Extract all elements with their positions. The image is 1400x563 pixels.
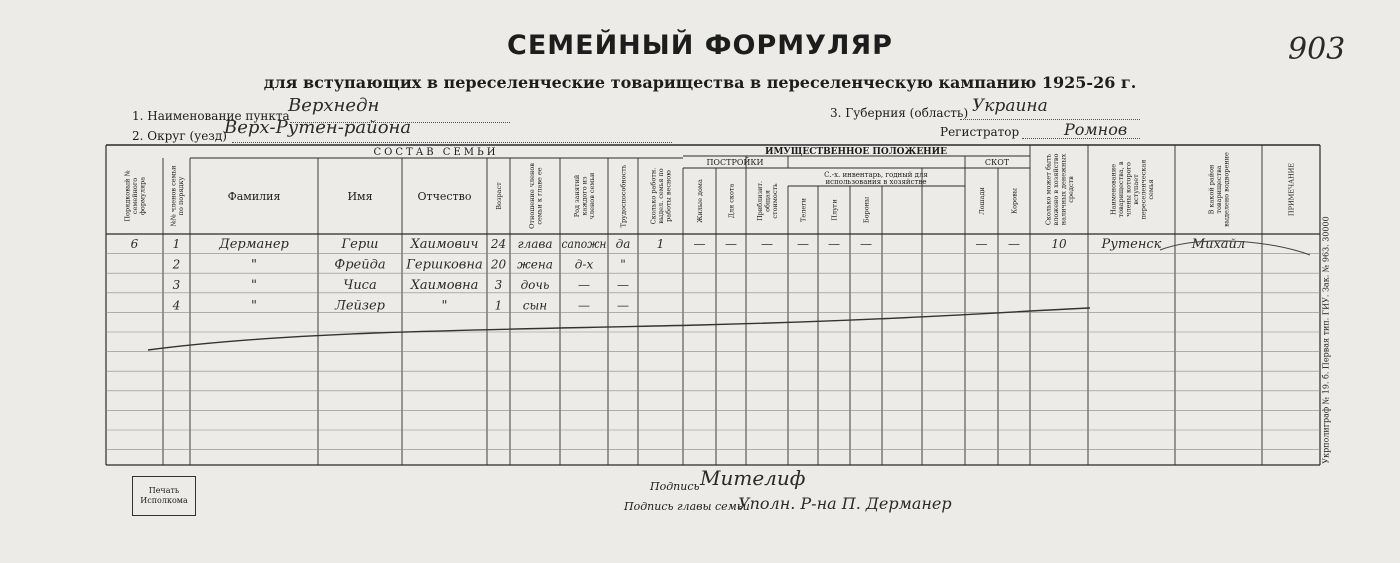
svg-text:Для скота: Для скота: [727, 183, 736, 219]
svg-text:членов семьи: членов семьи: [588, 172, 596, 220]
cell-occupation: сапожн: [561, 237, 607, 251]
header-region: [1208, 152, 1231, 227]
registrator-label: Регистратор: [940, 125, 1020, 139]
group-inventory-heading-2: использования в хозяйстве: [825, 178, 927, 186]
header-horses: [978, 187, 986, 215]
cell-carts: —: [797, 237, 809, 251]
svg-text:Отношение членов: Отношение членов: [527, 163, 536, 229]
cell-region: Михайл: [1191, 237, 1246, 252]
cell-money: 10: [1051, 237, 1067, 251]
svg-text:Бороны: Бороны: [862, 196, 871, 224]
svg-text:по порядку: по порядку: [176, 176, 185, 216]
svg-text:общая: общая: [763, 190, 772, 212]
head-signature-label: Подпись главы семьи: [624, 500, 750, 513]
cell-cost: —: [761, 237, 773, 251]
cell-member_no: 2: [172, 257, 181, 272]
group-family-heading: СОСТАВ СЕМЬИ: [373, 147, 499, 158]
svg-text:выделено водворение: выделено водворение: [1222, 152, 1231, 227]
svg-text:Род занятий: Род занятий: [573, 174, 581, 218]
header-partnership: [1109, 160, 1155, 220]
signature-label: Подпись: [650, 480, 700, 493]
group-property-heading: ИМУЩЕСТВЕННОЕ ПОЛОЖЕНИЕ: [764, 147, 948, 157]
cell-partnership: Рутенск: [1101, 237, 1162, 252]
svg-text:Коровы: Коровы: [1010, 188, 1019, 214]
svg-text:переселенческая: переселенческая: [1139, 159, 1148, 220]
group-livestock-heading: СКОТ: [984, 158, 1010, 167]
svg-text:В какой район: В какой район: [1207, 164, 1216, 215]
header-workers: [650, 168, 673, 225]
svg-text:Трудоспособность: Трудоспособность: [619, 164, 628, 228]
svg-text:средств: средств: [1066, 176, 1075, 203]
header-member_no: [169, 165, 185, 226]
cell-surname: Дерманер: [219, 237, 289, 252]
svg-text:члены которого: члены которого: [1124, 162, 1133, 217]
svg-text:Лошади: Лошади: [978, 187, 986, 215]
header-occupation: [573, 173, 596, 220]
svg-text:семьи к главе ее: семьи к главе ее: [535, 167, 544, 225]
svg-text:Порядковый №: Порядковый №: [123, 170, 132, 222]
svg-text:№№ членов семьи: №№ членов семьи: [169, 165, 178, 227]
header-age: [495, 182, 503, 210]
cell-member_no: 4: [172, 298, 181, 313]
svg-text:Сколько работн.: Сколько работн.: [649, 167, 658, 225]
svg-text:Жилые дома: Жилые дома: [696, 179, 704, 223]
cell-relation: дочь: [520, 278, 550, 293]
header-workability: [620, 164, 628, 227]
cell-workability: —: [617, 298, 629, 313]
cell-cows: —: [1008, 237, 1020, 251]
cell-harrows: —: [860, 237, 872, 251]
print-info: Укрполиграф № 19. б. Первая тип. ГИУ. Зак. № 963. 30000: [1321, 216, 1331, 464]
svg-text:Приблизит.: Приблизит.: [756, 180, 764, 222]
cell-workability: —: [617, 278, 629, 293]
svg-text:выдел. семья по: выдел. семья по: [657, 168, 665, 224]
okrug-label: 2. Округ (уезд): [132, 129, 227, 143]
cell-horses: —: [975, 237, 988, 251]
gubernia-label: 3. Губерния (область): [830, 106, 969, 120]
header-surname: Фамилия: [227, 190, 281, 203]
svg-text:Телеги: Телеги: [799, 198, 808, 222]
cell-patronymic: Хаимовна: [410, 278, 479, 294]
header-cost: [756, 181, 779, 221]
svg-text:наличных денежных: наличных денежных: [1059, 153, 1068, 226]
svg-text:вступает: вступает: [1131, 174, 1140, 205]
punkt-label: 1. Наименование пункта: [132, 109, 290, 123]
cell-workers: 1: [656, 237, 665, 251]
header-harrows: [863, 197, 871, 223]
form-title: СЕМЕЙНЫЙ ФОРМУЛЯР: [507, 30, 893, 61]
svg-text:формуляра: формуляра: [138, 176, 147, 216]
cell-age: 3: [494, 278, 503, 293]
registrator-value: Ромнов: [1064, 120, 1128, 139]
svg-text:ПРИМЕЧАНИЕ: ПРИМЕЧАНИЕ: [1287, 162, 1296, 217]
group-buildings-heading: ПОСТРОЙКИ: [706, 158, 764, 167]
cell-surname: ": [251, 257, 257, 273]
svg-text:Возраст: Возраст: [495, 182, 503, 210]
cell-age: 20: [490, 257, 507, 272]
corner-number: 903: [1288, 32, 1346, 67]
header-house: [696, 179, 704, 223]
header-cows: [1011, 188, 1019, 214]
cell-surname: ": [251, 298, 257, 314]
svg-text:семейного: семейного: [131, 177, 139, 215]
cell-name: Лейзер: [334, 298, 386, 314]
cell-workability: да: [615, 237, 631, 251]
cell-sheds: —: [725, 237, 737, 251]
cell-name: Фрейда: [334, 257, 386, 273]
cell-workability: ": [620, 257, 626, 272]
head-signature-value: Уполн. Р-на П. Дерманер: [738, 494, 952, 513]
punkt-value: Верхнедн: [288, 95, 380, 116]
okrug-value: Верх-Рутен-района: [224, 117, 412, 138]
cell-member_no: 3: [172, 278, 181, 293]
cell-occupation: д-х: [574, 257, 594, 272]
header-patronymic: Отчество: [417, 190, 472, 203]
svg-text:работы весною: работы весною: [664, 170, 673, 222]
svg-text:товарищества: товарищества: [1215, 165, 1223, 214]
header-ploughs: [831, 199, 839, 220]
svg-text:Сколько может быть: Сколько может быть: [1044, 153, 1053, 226]
svg-text:Наименование: Наименование: [1109, 163, 1118, 216]
header-name: Имя: [347, 190, 373, 203]
svg-text:Плуги: Плуги: [830, 199, 839, 221]
svg-text:вложено в хозяйство: вложено в хозяйство: [1051, 153, 1060, 226]
header-sheds: [728, 184, 736, 219]
svg-text:каждого из: каждого из: [580, 176, 589, 216]
cell-relation: сын: [522, 298, 548, 313]
cell-age: 1: [494, 298, 503, 313]
cell-surname: ": [251, 278, 257, 294]
cell-house: —: [693, 237, 706, 251]
cell-occupation: —: [578, 278, 590, 293]
header-form_no: [124, 170, 147, 221]
header-relation: [528, 163, 544, 229]
svg-text:семья: семья: [1146, 179, 1155, 200]
cell-ploughs: —: [828, 237, 840, 251]
signature-value: Мителиф: [700, 466, 806, 490]
svg-text:стоимость: стоимость: [771, 183, 779, 219]
header-carts: [800, 198, 808, 222]
cell-name: Герш: [341, 237, 379, 252]
cell-form_no: 6: [130, 237, 139, 251]
stamp-box: Печать Исполкома: [132, 476, 196, 516]
cell-relation: жена: [517, 257, 553, 272]
form-subtitle: для вступающих в переселенческие товарищества в переселенческую кампанию 1925-26 г.: [263, 73, 1137, 92]
cell-occupation: —: [578, 298, 590, 313]
cell-patronymic: Хаимович: [410, 237, 479, 252]
header-money: [1044, 153, 1075, 225]
gubernia-value: Украина: [972, 96, 1048, 116]
cell-patronymic: Гершковна: [406, 257, 483, 273]
cell-member_no: 1: [172, 237, 181, 251]
cell-relation: глава: [517, 237, 553, 251]
svg-text:товарищества, в: товарищества, в: [1116, 161, 1125, 218]
cell-name: Чиса: [343, 278, 377, 294]
cell-patronymic: ": [441, 298, 448, 314]
header-notes: [1288, 163, 1296, 216]
group-inventory-heading: С.-х. инвентарь, годный для: [824, 171, 928, 179]
cell-age: 24: [490, 237, 507, 251]
